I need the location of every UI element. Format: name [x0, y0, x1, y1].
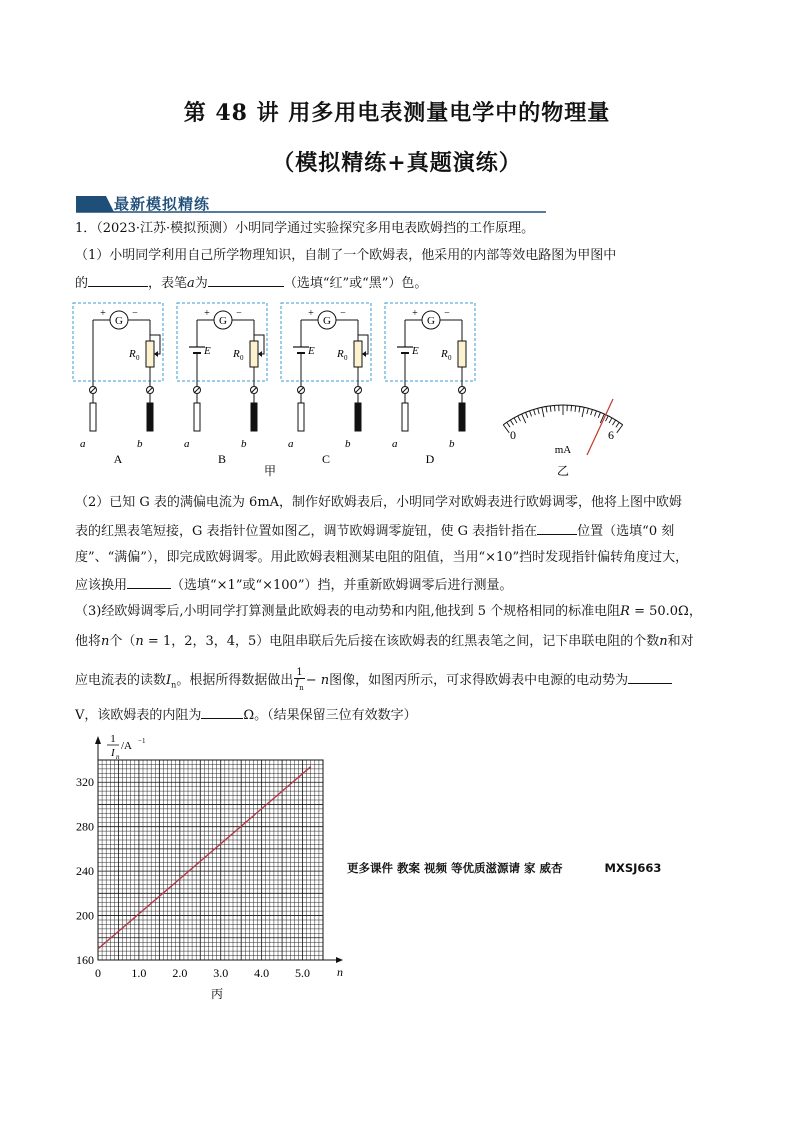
circuit-b — [177, 303, 267, 466]
probe-b — [355, 403, 361, 431]
probe-a — [194, 403, 200, 431]
q1-part3-line4: V，该欧姆表的内阻为 Ω。（结果保留三位有效数字） — [75, 708, 417, 723]
graph-caption: 丙 — [210, 987, 224, 1001]
meter-tick — [598, 412, 600, 418]
svg-text:0: 0 — [240, 354, 244, 362]
q1-part3-line3: 应电流表的读数$I_n$。根据所得数据做出 $\frac{1}{I_n}$ − n图像，如图丙所示，可求得欧姆表中电源的电动势为 — [75, 667, 672, 695]
svg-text:0: 0 — [344, 354, 348, 362]
y-label-exp: −1 — [138, 737, 146, 745]
svg-text:−: − — [236, 308, 242, 319]
battery-label: E — [204, 345, 211, 357]
svg-text:−: − — [340, 308, 346, 319]
svg-text:−: − — [444, 308, 450, 319]
galvanometer-icon: G — [323, 315, 331, 327]
meter-tick — [510, 420, 513, 425]
meter-right-label: 6 — [608, 428, 614, 442]
meter-tick — [546, 406, 547, 412]
section-heading: 最新模拟精练 — [114, 195, 211, 213]
meter-tick — [617, 425, 623, 433]
graph-figure — [65, 730, 355, 1005]
x-tick-label: 3.0 — [213, 966, 229, 980]
meter-needle — [587, 399, 613, 455]
meter-tick — [534, 409, 536, 415]
circuits-caption: 甲 — [263, 464, 277, 478]
battery-label: E — [308, 345, 315, 357]
meter-tick — [507, 422, 510, 427]
circuit-a — [73, 303, 163, 466]
galvanometer-icon: G — [115, 315, 123, 327]
svg-text:+: + — [204, 308, 210, 319]
x-tick-label: 2.0 — [172, 966, 188, 980]
probe-b — [251, 403, 257, 431]
svg-text:+: + — [308, 308, 314, 319]
meter-tick — [526, 412, 528, 418]
y-tick-label: 160 — [76, 953, 94, 967]
probe-a — [90, 403, 96, 431]
svg-text:b: b — [241, 438, 247, 450]
x-label: n — [337, 965, 343, 979]
answer-blank[interactable] — [88, 274, 148, 287]
x-axis-arrow — [336, 957, 343, 963]
meter-tick — [514, 418, 517, 423]
y-axis-arrow — [95, 736, 101, 744]
galvanometer-icon: G — [427, 315, 435, 327]
answer-blank[interactable] — [537, 522, 577, 535]
meter-tick — [522, 414, 526, 423]
circuit-label: B — [217, 452, 227, 466]
meter-tick — [613, 420, 616, 425]
svg-text:a: a — [184, 438, 190, 450]
circuit-d — [385, 303, 475, 466]
resistor-label: R — [233, 348, 240, 360]
q1-part1-line1: （1）小明同学利用自己所学物理知识，自制了一个欧姆表，他采用的内部等效电路图为甲图中 — [75, 248, 617, 263]
answer-blank[interactable] — [201, 706, 243, 719]
meter-tick — [550, 406, 551, 412]
meter-tick — [554, 405, 555, 411]
svg-text:b: b — [137, 438, 143, 450]
q1-intro: 1．（2023·江苏·模拟预测）小明同学通过实验探究多用电表欧姆挡的工作原理。 — [75, 221, 535, 236]
y-label-unit: /A — [121, 740, 132, 752]
meter-tick — [587, 408, 589, 414]
x-tick-label: 4.0 — [254, 966, 270, 980]
y-tick-label: 240 — [76, 864, 94, 879]
meter-tick — [575, 406, 576, 412]
meter-tick — [616, 422, 619, 427]
meter-tick — [538, 408, 540, 414]
q1-part3-line1: （3)经欧姆调零后,小明同学打算测量此欧姆表的电动势和内阻,他找到 5 个规格相同的标准电阻R = 50.0Ω， — [75, 604, 702, 619]
resistor-label: R — [337, 348, 344, 360]
meter-left-label: 0 — [510, 428, 516, 442]
probe-b — [459, 403, 465, 431]
svg-text:0: 0 — [136, 354, 140, 362]
y-tick-label: 320 — [76, 775, 94, 790]
svg-text:0: 0 — [448, 354, 452, 362]
svg-text:−: − — [132, 308, 138, 319]
meter-tick — [518, 416, 521, 421]
svg-text:a: a — [80, 438, 86, 450]
meter-tick — [609, 418, 612, 423]
promo-text: 更多课件 教案 视频 等优质滋源请 家 威杏 MXSJ663 — [347, 861, 662, 875]
q1-part1-line2: 的 ，表笔a为 （选填“红”或“黑”）色。 — [75, 276, 428, 291]
y-label-num: 1 — [110, 733, 116, 745]
svg-text:b: b — [449, 438, 455, 450]
q1-part2-line2: 表的红黑表笔短接，G 表指针位置如图乙，调节欧姆调零旋钮，使 G 表指针指在 位置（选填“0 刻 — [75, 524, 675, 539]
meter-tick — [571, 405, 572, 411]
meter-tick — [606, 416, 609, 421]
q1-part3-line2: 他将n个（n = 1，2，3，4，5）电阻串联后先后接在该欧姆表的红黑表笔之间，记下串联电阻的个数n和对 — [75, 634, 694, 649]
answer-blank[interactable] — [208, 274, 284, 287]
y-tick-label: 200 — [76, 908, 94, 923]
meter-tick — [582, 407, 584, 417]
meter-tick — [542, 407, 544, 417]
x-tick-label: 1.0 — [131, 966, 147, 980]
y-label-sub: n — [116, 753, 120, 761]
galvanometer-icon: G — [219, 315, 227, 327]
meter-caption: 乙 — [556, 464, 570, 478]
probe-a — [402, 403, 408, 431]
svg-text:b: b — [345, 438, 351, 450]
meter-tick — [591, 409, 593, 415]
meter-figure — [490, 385, 640, 480]
circuit-label: D — [425, 452, 435, 466]
probe-b — [147, 403, 153, 431]
svg-text:a: a — [392, 438, 398, 450]
meter-tick — [594, 411, 596, 417]
meter-unit: mA — [554, 444, 572, 456]
circuit-label: C — [321, 452, 331, 466]
y-tick-label: 280 — [76, 819, 94, 834]
q1-part2-line3: 度”、“满偏”），即完成欧姆调零。用此欧姆表粗测某电阻的阻值，当用“×10”挡时发现指针偏转角度过大， — [75, 550, 689, 565]
page-subtitle: （模拟精练+真题演练） — [272, 150, 522, 176]
x-tick-label: 5.0 — [295, 966, 311, 980]
answer-blank[interactable] — [628, 671, 672, 684]
x-tick-label: 0 — [95, 966, 101, 980]
answer-blank[interactable] — [127, 576, 171, 589]
meter-tick — [503, 425, 509, 433]
resistor-label: R — [441, 348, 448, 360]
circuit-label: A — [113, 452, 123, 466]
svg-text:+: + — [412, 308, 418, 319]
battery-label: E — [412, 345, 419, 357]
meter-tick — [579, 406, 580, 412]
circuit-figure — [70, 295, 485, 480]
y-label-den: I — [111, 747, 115, 759]
meter-tick — [530, 411, 532, 417]
probe-a — [298, 403, 304, 431]
page-title: 第 48 讲 用多用电表测量电学中的物理量 — [183, 100, 611, 126]
resistor-label: R — [129, 348, 136, 360]
svg-text:a: a — [288, 438, 294, 450]
circuit-c — [281, 303, 371, 466]
q1-part2-line4: 应该换用 （选填“×1”或“×100”）挡，并重新欧姆调零后进行测量。 — [75, 578, 513, 593]
q1-part2-line1: （2）已知 G 表的满偏电流为 6mA，制作好欧姆表后，小明同学对欧姆表进行欧姆调零，他将上图中欧姆 — [75, 495, 683, 510]
svg-text:+: + — [100, 308, 106, 319]
